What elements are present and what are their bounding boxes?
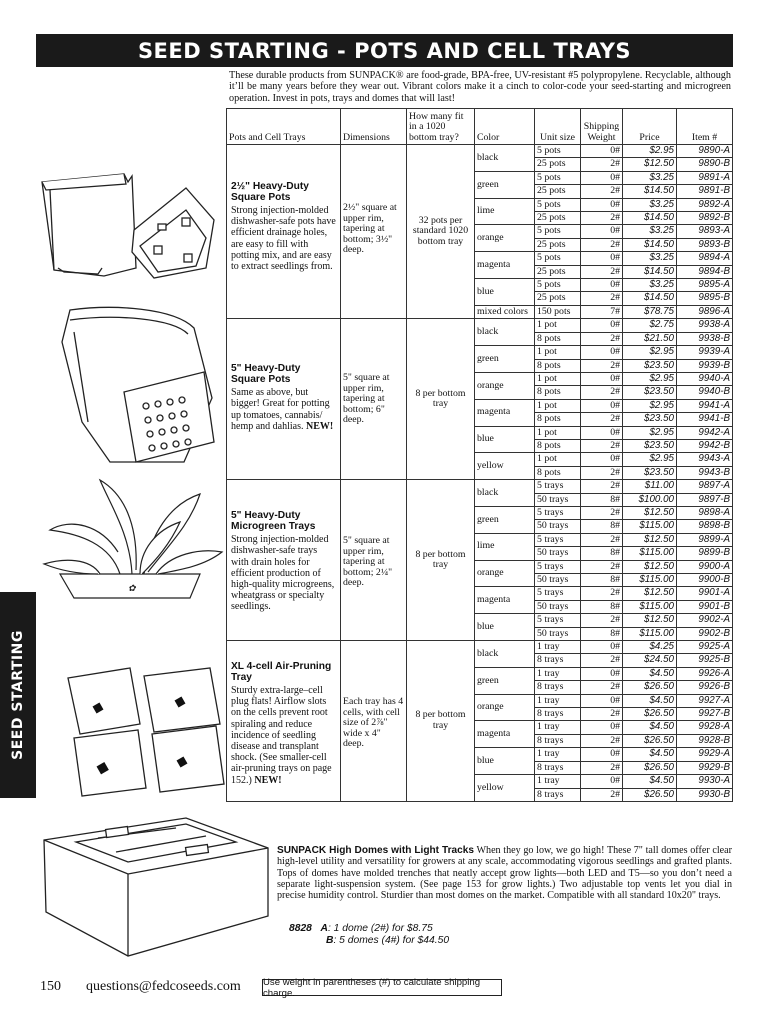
color-name: magenta xyxy=(475,252,535,279)
product-description xyxy=(231,534,336,612)
color-name: mixed colors xyxy=(475,305,535,318)
unit-size: 8 pots xyxy=(535,359,581,372)
price: $12.50 xyxy=(623,158,677,171)
product-description-cell xyxy=(227,319,341,480)
shipping-weight: 8# xyxy=(581,574,623,587)
item-number: 9930-B xyxy=(677,788,733,801)
shipping-weight: 0# xyxy=(581,319,623,332)
product-table xyxy=(226,108,733,802)
unit-size: 1 tray xyxy=(535,775,581,788)
item-number: 9927-B xyxy=(677,708,733,721)
header-product: Pots and Cell Trays xyxy=(227,109,341,145)
price: $12.50 xyxy=(623,587,677,600)
item-number: 9900-B xyxy=(677,574,733,587)
color-name: magenta xyxy=(475,721,535,748)
domes-item-number: 8828 xyxy=(289,923,312,934)
shipping-weight: 0# xyxy=(581,198,623,211)
air-pruning-tray-illustration xyxy=(60,664,226,800)
shipping-weight: 0# xyxy=(581,171,623,184)
item-number: 9890-B xyxy=(677,158,733,171)
color-name: lime xyxy=(475,533,535,560)
item-number: 9894-B xyxy=(677,265,733,278)
unit-size: 50 trays xyxy=(535,600,581,613)
header-dimensions: Dimensions xyxy=(341,109,407,145)
price: $4.50 xyxy=(623,667,677,680)
product-description-text: Strong injection-molded dishwasher-safe pots have efficient drainage holes, are easy to fill with potting mix, and are easy to extract seedlings from. xyxy=(231,205,336,273)
price: $100.00 xyxy=(623,493,677,506)
item-number: 9893-B xyxy=(677,238,733,251)
shipping-weight: 2# xyxy=(581,614,623,627)
unit-size: 1 pot xyxy=(535,319,581,332)
price: $26.50 xyxy=(623,734,677,747)
color-name: green xyxy=(475,667,535,694)
shipping-weight: 2# xyxy=(581,332,623,345)
color-name: black xyxy=(475,145,535,172)
item-number: 9941-B xyxy=(677,413,733,426)
shipping-weight: 2# xyxy=(581,212,623,225)
item-number: 9897-B xyxy=(677,493,733,506)
product-description xyxy=(231,387,336,432)
shipping-weight: 0# xyxy=(581,252,623,265)
product-tray-fit: 32 pots per standard 1020 bottom tray xyxy=(407,145,475,319)
unit-size: 5 pots xyxy=(535,145,581,158)
shipping-weight: 2# xyxy=(581,185,623,198)
unit-size: 8 trays xyxy=(535,654,581,667)
price: $3.25 xyxy=(623,198,677,211)
color-name: green xyxy=(475,171,535,198)
price: $3.25 xyxy=(623,279,677,292)
product-description xyxy=(231,685,336,786)
product-description xyxy=(231,205,336,272)
item-number: 9894-A xyxy=(677,252,733,265)
product-tray-fit: 8 per bottom tray xyxy=(407,480,475,641)
color-name: black xyxy=(475,641,535,668)
product-dimensions: Each tray has 4 cells, with cell size of 2⅞" wide x 4" deep. xyxy=(341,641,407,802)
shipping-weight: 2# xyxy=(581,560,623,573)
unit-size: 5 pots xyxy=(535,171,581,184)
unit-size: 1 pot xyxy=(535,453,581,466)
unit-size: 8 pots xyxy=(535,439,581,452)
domes-option-b xyxy=(326,935,449,946)
unit-size: 50 trays xyxy=(535,627,581,640)
product-description-text: Sturdy extra-large–cell plug flats! Airflow slots on the cells prevent root spiraling and reduce incidence of seedling disease and transplant shock. (See smaller-cell air-pruning trays on page 152.) xyxy=(231,685,332,786)
shipping-weight: 8# xyxy=(581,547,623,560)
shipping-weight: 0# xyxy=(581,225,623,238)
intro-paragraph: These durable products from SUNPACK® are food-grade, BPA-free, UV-resistant #5 polypropylene. Recyclable, although it’ll be many years before they wear out. Vibrant colors make it a cinch to color-code your seed-starting and microgreen operation. Invest in pots, trays and domes that will last! xyxy=(229,70,731,104)
unit-size: 1 pot xyxy=(535,346,581,359)
shipping-weight: 2# xyxy=(581,533,623,546)
item-number: 9897-A xyxy=(677,480,733,493)
color-name: blue xyxy=(475,279,535,306)
shipping-weight: 8# xyxy=(581,520,623,533)
item-number: 9895-B xyxy=(677,292,733,305)
color-name: orange xyxy=(475,225,535,252)
shipping-weight: 2# xyxy=(581,761,623,774)
price: $2.95 xyxy=(623,145,677,158)
page-number: 150 xyxy=(40,979,61,994)
price: $2.95 xyxy=(623,399,677,412)
shipping-weight: 2# xyxy=(581,439,623,452)
domes-description xyxy=(277,845,732,901)
shipping-weight: 8# xyxy=(581,493,623,506)
item-number: 9892-B xyxy=(677,212,733,225)
shipping-weight: 0# xyxy=(581,346,623,359)
item-number: 9929-B xyxy=(677,761,733,774)
shipping-weight: 2# xyxy=(581,654,623,667)
color-name: lime xyxy=(475,198,535,225)
item-number: 9902-B xyxy=(677,627,733,640)
item-number: 9926-A xyxy=(677,667,733,680)
table-row xyxy=(227,319,733,332)
item-number: 9928-B xyxy=(677,734,733,747)
price: $21.50 xyxy=(623,332,677,345)
item-number: 9938-B xyxy=(677,332,733,345)
unit-size: 50 trays xyxy=(535,574,581,587)
section-side-tab xyxy=(0,592,36,798)
item-number: 9898-B xyxy=(677,520,733,533)
shipping-weight: 2# xyxy=(581,292,623,305)
color-name: green xyxy=(475,346,535,373)
header-price: Price xyxy=(623,109,677,145)
price: $115.00 xyxy=(623,520,677,533)
shipping-weight: 2# xyxy=(581,708,623,721)
svg-text:✿: ✿ xyxy=(128,583,136,593)
unit-size: 8 pots xyxy=(535,386,581,399)
price: $12.50 xyxy=(623,614,677,627)
side-tab-label: SEED STARTING xyxy=(10,630,26,760)
price: $23.50 xyxy=(623,359,677,372)
price: $12.50 xyxy=(623,533,677,546)
shipping-weight: 2# xyxy=(581,506,623,519)
color-name: black xyxy=(475,480,535,507)
item-number: 9895-A xyxy=(677,279,733,292)
price: $2.95 xyxy=(623,426,677,439)
product-description-cell xyxy=(227,641,341,802)
shipping-weight: 2# xyxy=(581,734,623,747)
price: $3.25 xyxy=(623,225,677,238)
unit-size: 1 pot xyxy=(535,399,581,412)
microgreens-illustration xyxy=(40,474,226,604)
product-tray-fit: 8 per bottom tray xyxy=(407,641,475,802)
unit-size: 25 pots xyxy=(535,158,581,171)
shipping-weight: 0# xyxy=(581,694,623,707)
item-number: 9941-A xyxy=(677,399,733,412)
domes-option-a xyxy=(289,923,433,934)
shipping-weight: 0# xyxy=(581,641,623,654)
color-name: blue xyxy=(475,748,535,775)
item-number: 9900-A xyxy=(677,560,733,573)
price: $2.95 xyxy=(623,372,677,385)
unit-size: 8 trays xyxy=(535,734,581,747)
shipping-weight: 8# xyxy=(581,600,623,613)
price: $115.00 xyxy=(623,574,677,587)
unit-size: 5 trays xyxy=(535,506,581,519)
unit-size: 50 trays xyxy=(535,547,581,560)
price: $4.25 xyxy=(623,641,677,654)
color-name: green xyxy=(475,506,535,533)
square-pots-illustration xyxy=(36,160,226,290)
product-dimensions: 2½" square at upper rim, tapering at bottom; 3½" deep. xyxy=(341,145,407,319)
shipping-weight: 8# xyxy=(581,627,623,640)
item-number: 9901-B xyxy=(677,600,733,613)
item-number: 9942-B xyxy=(677,439,733,452)
item-number: 9940-A xyxy=(677,372,733,385)
shipping-weight: 2# xyxy=(581,681,623,694)
domes-text: When they go low, we go high! These 7" tall domes offer clear high-level utility and versatility for growers at any scale, accommodating vigorous seedlings and grafted plants. Tops of domes have molded trenches that neatly accept grow lights—both LED and T5—so you don’t need a separate light-suspension system. (See page 153 for grow lights.) Two adjustable top vents let you dial in precise humidity control. Sturdier than most domes on the market. Compatible with all standard 10x20" trays. xyxy=(277,845,732,902)
unit-size: 1 pot xyxy=(535,372,581,385)
price: $4.50 xyxy=(623,748,677,761)
price: $23.50 xyxy=(623,439,677,452)
price: $2.95 xyxy=(623,346,677,359)
option-b-key: B xyxy=(326,935,334,946)
price: $23.50 xyxy=(623,413,677,426)
price: $2.75 xyxy=(623,319,677,332)
price: $115.00 xyxy=(623,600,677,613)
color-name: orange xyxy=(475,372,535,399)
color-name: orange xyxy=(475,694,535,721)
item-number: 9939-A xyxy=(677,346,733,359)
shipping-weight: 2# xyxy=(581,386,623,399)
shipping-weight: 2# xyxy=(581,480,623,493)
unit-size: 8 trays xyxy=(535,788,581,801)
unit-size: 1 tray xyxy=(535,748,581,761)
product-name: 5" Heavy-Duty Microgreen Trays xyxy=(231,510,316,533)
item-number: 9896-A xyxy=(677,305,733,318)
price: $12.50 xyxy=(623,506,677,519)
product-name: 5" Heavy-Duty Square Pots xyxy=(231,363,301,386)
color-name: orange xyxy=(475,560,535,587)
item-number: 9940-B xyxy=(677,386,733,399)
color-name: blue xyxy=(475,426,535,453)
header-shipping-weight: Shipping Weight xyxy=(581,109,623,145)
color-name: yellow xyxy=(475,775,535,802)
price: $26.50 xyxy=(623,708,677,721)
item-number: 9938-A xyxy=(677,319,733,332)
shipping-weight: 2# xyxy=(581,587,623,600)
price: $4.50 xyxy=(623,694,677,707)
item-number: 9891-B xyxy=(677,185,733,198)
item-number: 9939-B xyxy=(677,359,733,372)
unit-size: 25 pots xyxy=(535,265,581,278)
item-number: 9943-A xyxy=(677,453,733,466)
contact-email: questions@fedcoseeds.com xyxy=(86,979,241,994)
shipping-weight: 0# xyxy=(581,372,623,385)
header-fit: How many fit in a 1020 bottom tray? xyxy=(407,109,475,145)
shipping-weight: 0# xyxy=(581,667,623,680)
price: $3.25 xyxy=(623,171,677,184)
price: $14.50 xyxy=(623,238,677,251)
color-name: magenta xyxy=(475,587,535,614)
unit-size: 5 trays xyxy=(535,587,581,600)
unit-size: 50 trays xyxy=(535,520,581,533)
price: $23.50 xyxy=(623,386,677,399)
product-name: 2½" Heavy-Duty Square Pots xyxy=(231,181,309,203)
unit-size: 5 pots xyxy=(535,198,581,211)
price: $11.00 xyxy=(623,480,677,493)
header-color: Color xyxy=(475,109,535,145)
shipping-weight: 0# xyxy=(581,426,623,439)
shipping-weight: 0# xyxy=(581,145,623,158)
shipping-weight: 2# xyxy=(581,238,623,251)
unit-size: 8 pots xyxy=(535,466,581,479)
price: $23.50 xyxy=(623,466,677,479)
price: $26.50 xyxy=(623,788,677,801)
option-a-text: : 1 dome (2#) for $8.75 xyxy=(327,923,433,934)
shipping-weight: 0# xyxy=(581,775,623,788)
table-row xyxy=(227,145,733,158)
option-a-key: A xyxy=(320,923,328,934)
table-row xyxy=(227,480,733,493)
price: $115.00 xyxy=(623,627,677,640)
price: $115.00 xyxy=(623,547,677,560)
shipping-note: Use weight in parentheses (#) to calculate shipping charge. xyxy=(262,979,502,996)
price: $24.50 xyxy=(623,654,677,667)
unit-size: 1 pot xyxy=(535,426,581,439)
item-number: 9893-A xyxy=(677,225,733,238)
item-number: 9928-A xyxy=(677,721,733,734)
shipping-weight: 0# xyxy=(581,748,623,761)
unit-size: 25 pots xyxy=(535,212,581,225)
unit-size: 8 trays xyxy=(535,761,581,774)
unit-size: 5 pots xyxy=(535,225,581,238)
shipping-weight: 2# xyxy=(581,466,623,479)
shipping-weight: 0# xyxy=(581,399,623,412)
item-number: 9926-B xyxy=(677,681,733,694)
item-number: 9902-A xyxy=(677,614,733,627)
unit-size: 150 pots xyxy=(535,305,581,318)
price: $4.50 xyxy=(623,775,677,788)
unit-size: 8 trays xyxy=(535,708,581,721)
domes-title: SUNPACK High Domes with Light Tracks xyxy=(277,845,474,856)
product-description-text: Strong injection-molded dishwasher-safe trays with drain holes for efficient production of high-quality microgreens, wheatgrass or specialty seedlings. xyxy=(231,534,335,613)
unit-size: 5 trays xyxy=(535,533,581,546)
price: $2.95 xyxy=(623,453,677,466)
item-number: 9925-B xyxy=(677,654,733,667)
unit-size: 1 tray xyxy=(535,721,581,734)
shipping-weight: 2# xyxy=(581,158,623,171)
price: $14.50 xyxy=(623,185,677,198)
item-number: 9890-A xyxy=(677,145,733,158)
item-number: 9927-A xyxy=(677,694,733,707)
unit-size: 25 pots xyxy=(535,238,581,251)
price: $78.75 xyxy=(623,305,677,318)
table-row xyxy=(227,641,733,654)
item-number: 9929-A xyxy=(677,748,733,761)
price: $26.50 xyxy=(623,681,677,694)
item-number: 9901-A xyxy=(677,587,733,600)
item-number: 9943-B xyxy=(677,466,733,479)
unit-size: 5 pots xyxy=(535,252,581,265)
item-number: 9898-A xyxy=(677,506,733,519)
item-number: 9892-A xyxy=(677,198,733,211)
shipping-weight: 2# xyxy=(581,265,623,278)
unit-size: 5 pots xyxy=(535,279,581,292)
header-unit-size: Unit size xyxy=(535,109,581,145)
item-number: 9891-A xyxy=(677,171,733,184)
color-name: yellow xyxy=(475,453,535,480)
product-dimensions: 5" square at upper rim, tapering at bottom; 6" deep. xyxy=(341,319,407,480)
product-dimensions: 5" square at upper rim, tapering at bottom; 2¼" deep. xyxy=(341,480,407,641)
product-description-cell xyxy=(227,480,341,641)
shipping-weight: 0# xyxy=(581,721,623,734)
item-number: 9899-B xyxy=(677,547,733,560)
item-number: 9942-A xyxy=(677,426,733,439)
unit-size: 8 trays xyxy=(535,681,581,694)
page-banner: SEED STARTING - POTS AND CELL TRAYS xyxy=(36,34,733,67)
high-dome-illustration xyxy=(36,812,274,962)
shipping-weight: 7# xyxy=(581,305,623,318)
color-name: black xyxy=(475,319,535,346)
item-number: 9925-A xyxy=(677,641,733,654)
shipping-weight: 2# xyxy=(581,413,623,426)
shipping-weight: 2# xyxy=(581,359,623,372)
unit-size: 5 trays xyxy=(535,480,581,493)
unit-size: 1 tray xyxy=(535,641,581,654)
new-badge: NEW! xyxy=(254,774,282,786)
shipping-weight: 0# xyxy=(581,279,623,292)
product-description-cell xyxy=(227,145,341,319)
header-item-number: Item # xyxy=(677,109,733,145)
price: $26.50 xyxy=(623,761,677,774)
unit-size: 50 trays xyxy=(535,493,581,506)
item-number: 9930-A xyxy=(677,775,733,788)
unit-size: 25 pots xyxy=(535,185,581,198)
color-name: magenta xyxy=(475,399,535,426)
shipping-weight: 2# xyxy=(581,788,623,801)
unit-size: 1 tray xyxy=(535,694,581,707)
color-name: blue xyxy=(475,614,535,641)
unit-size: 25 pots xyxy=(535,292,581,305)
price: $4.50 xyxy=(623,721,677,734)
product-tray-fit: 8 per bottom tray xyxy=(407,319,475,480)
price: $14.50 xyxy=(623,265,677,278)
unit-size: 5 trays xyxy=(535,560,581,573)
product-name: XL 4-cell Air-Pruning Tray xyxy=(231,661,332,684)
product-description-text: Same as above, but bigger! Great for potting up tomatoes, cannabis/ hemp and dahlias. xyxy=(231,387,330,432)
new-badge: NEW! xyxy=(305,420,334,432)
unit-size: 1 tray xyxy=(535,667,581,680)
price: $12.50 xyxy=(623,560,677,573)
shipping-weight: 0# xyxy=(581,453,623,466)
unit-size: 8 pots xyxy=(535,413,581,426)
price: $14.50 xyxy=(623,292,677,305)
item-number: 9899-A xyxy=(677,533,733,546)
five-inch-pot-illustration xyxy=(54,302,226,470)
price: $3.25 xyxy=(623,252,677,265)
unit-size: 5 trays xyxy=(535,614,581,627)
option-b-text: : 5 domes (4#) for $44.50 xyxy=(333,935,450,946)
unit-size: 8 pots xyxy=(535,332,581,345)
price: $14.50 xyxy=(623,212,677,225)
